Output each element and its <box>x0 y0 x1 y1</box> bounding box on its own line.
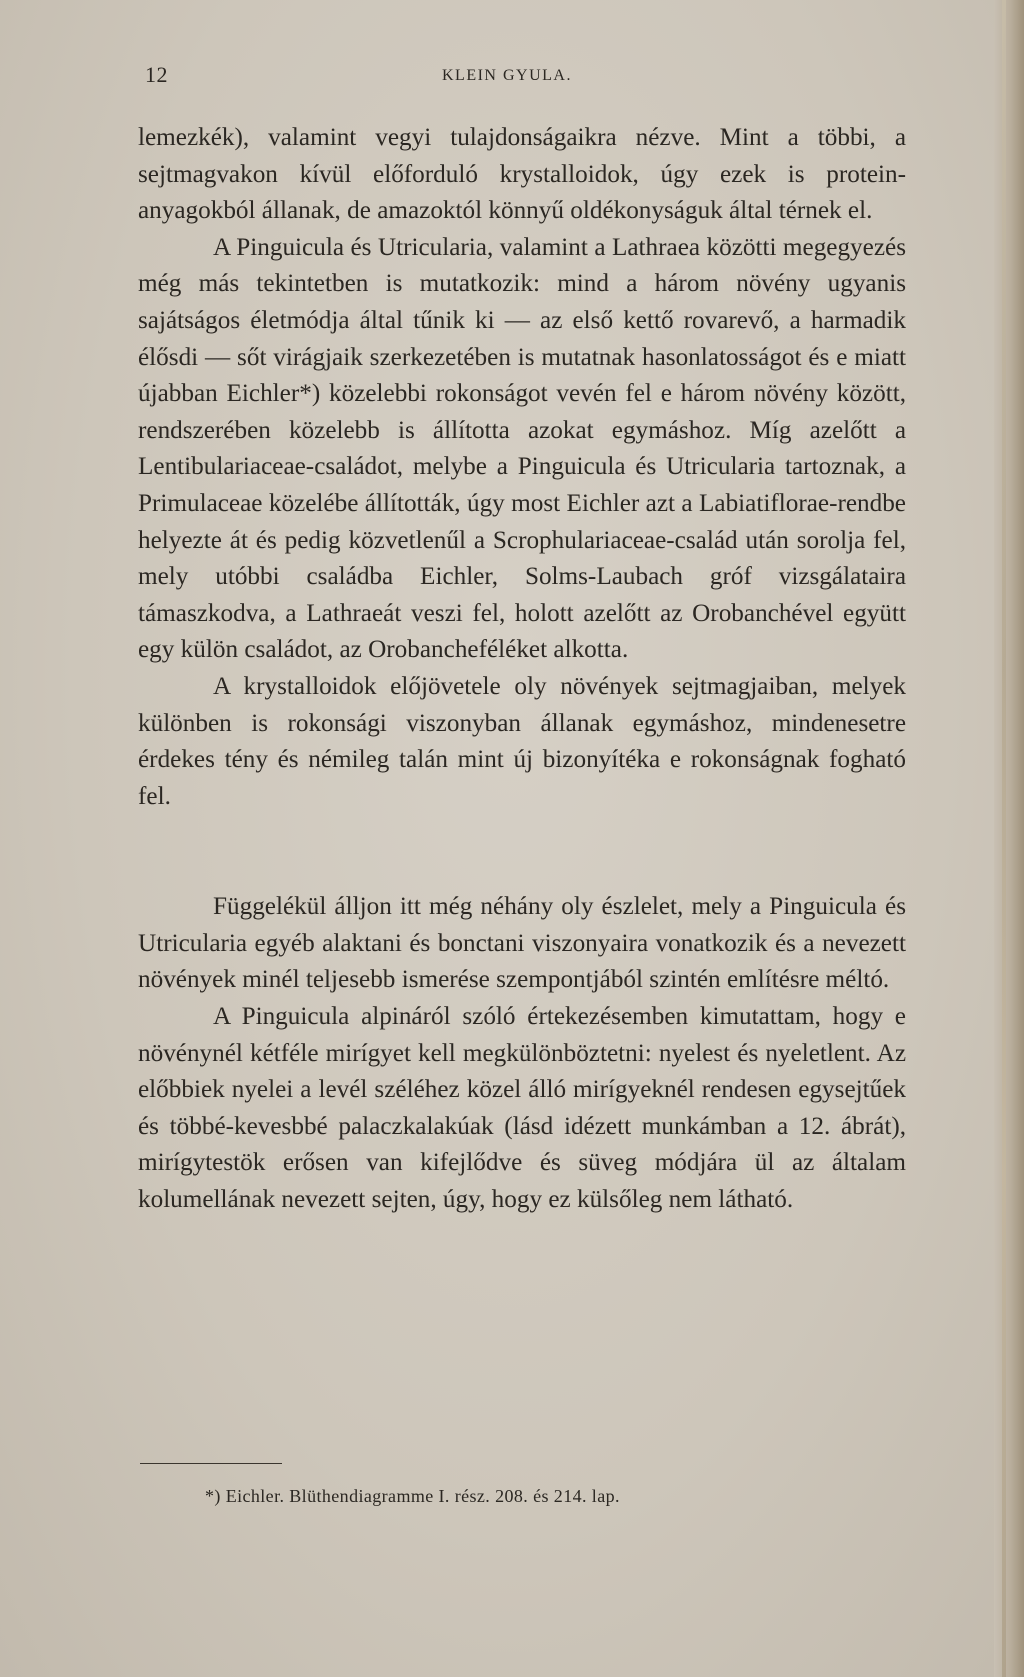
section-break <box>138 815 906 889</box>
paragraph: Függelékül álljon itt még néhány oly észlelet, mely a Pinguicula és Utricularia egyéb alaktani és bonctani viszonyaira vonatkozik és a nevezett növények minél teljesebb ismerése szempontjából szintén említésre méltó. <box>138 893 906 994</box>
paragraph-continuation: lemezkék), valamint vegyi tulajdonságaikra nézve. Mint a többi, a sejtmagvakon kívül előforduló krystalloidok, úgy ezek is protein-anyagokból állanak, de amazoktól könnyű oldékonyságuk által térnek el. <box>138 124 906 225</box>
body-text <box>138 120 906 1219</box>
page-header <box>145 58 910 92</box>
page-number: 12 <box>145 62 168 87</box>
footnote: *) Eichler. Blüthendiagramme I. rész. 208. és 214. lap. <box>205 1486 620 1506</box>
paragraph: A Pinguicula és Utricularia, valamint a Lathraea közötti megegyezés még más tekintetben is mutatkozik: mind a három növény ugyanis sajátságos életmódja által tűnik ki — az első kettő rovarevő, a harmadik élősdi — sőt virágjaik szerkezetében is mutatnak hasonlatosságot és e miatt újabban Eichler*) közelebbi rokonságot vevén fel e három növény között, rendszerében közelebb is állította azokat egymáshoz. Míg azelőtt a Lentibulariaceae-családot, melybe a Pinguicula és Utricularia tartoznak, a Primulaceae közelébe állították, úgy most Eichler azt a Labiatiflorae-rendbe helyezte át és pedig közvetlenűl a Scrophulariaceae-család után sorolja fel, mely utóbbi családba Eichler, Solms-Laubach gróf vizsgálataira támaszkodva, a Lathraeát veszi fel, holott azelőtt az Orobanchével együtt egy külön családot, az Orobancheféléket alkotta. <box>138 233 906 664</box>
footnote-rule <box>140 1463 282 1464</box>
page-edge-shadow <box>994 0 1024 1677</box>
paragraph: A krystalloidok előjövetele oly növények sejtmagjaiban, melyek különben is rokonsági viszonyban állanak egymáshoz, mindenesetre érdekes tény és némileg talán mint új bizonyítéka e rokonságnak fogható fel. <box>138 672 906 810</box>
paragraph: A Pinguicula alpináról szóló értekezésemben kimutattam, hogy e növénynél kétféle mirígyet kell megkülönböztetni: nyelest és nyeletlent. Az előbbiek nyelei a levél széléhez közel álló mirígyeknél rendesen egysejtűek és többé-kevesbbé palaczkalakúak (lásd idézett munkámban a 12. ábrát), mirígytestök erősen van kifejlődve és süveg módjára ül az általam kolumellának nevezett sejten, úgy, hogy ez külsőleg nem látható. <box>138 1003 906 1214</box>
running-head: KLEIN GYULA. <box>442 67 572 84</box>
